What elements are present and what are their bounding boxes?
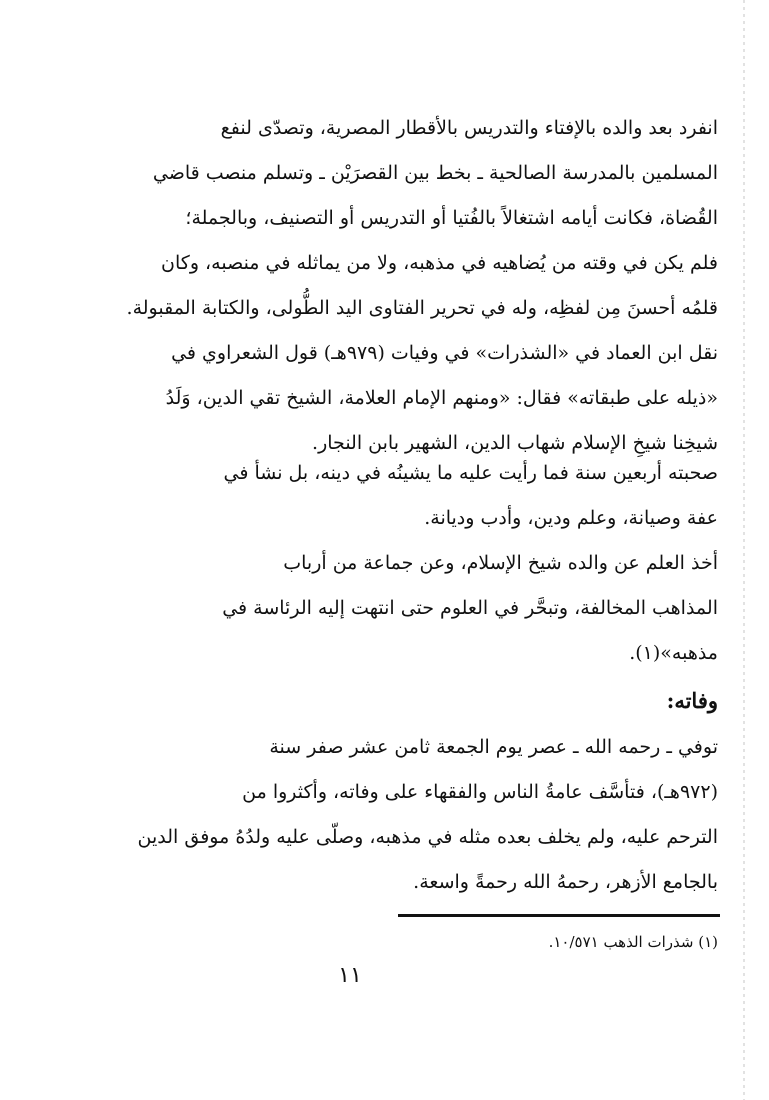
paragraph-learning bbox=[106, 541, 718, 676]
footnote: (١) شذرات الذهب ١٠/٥٧١. bbox=[548, 933, 718, 951]
text-line: مذهبه»(١). bbox=[629, 642, 718, 664]
section-heading-death: وفاته: bbox=[666, 688, 718, 713]
text-line: القُضاة، فكانت أيامه اشتغالاً بالفُتيا أو التدريس أو التصنيف، وبالجملة؛ bbox=[185, 207, 718, 229]
text-line: نقل ابن العماد في «الشذرات» في وفيات (٩٧٩هـ) قول الشعراوي في bbox=[171, 342, 718, 364]
text-line: الترحم عليه، ولم يخلف بعده مثله في مذهبه، وصلّى عليه ولدُهُ موفق الدين bbox=[137, 826, 718, 848]
text-line: فلم يكن في وقته من يُضاهيه في مذهبه، ولا من يماثله في منصبه، وكان bbox=[161, 252, 718, 274]
text-line: قلمُه أحسنَ مِن لفظِه، وله في تحرير الفتاوى اليد الطُّولى، والكتابة المقبولة. bbox=[126, 297, 718, 319]
text-line: صحبته أربعين سنة فما رأيت عليه ما يشينُه في دينه، بل نشأ في bbox=[223, 462, 718, 484]
text-line: المذاهب المخالفة، وتبحَّر في العلوم حتى انتهت إليه الرئاسة في bbox=[222, 597, 718, 619]
text-line: أخذ العلم عن والده شيخ الإسلام، وعن جماعة من أرباب bbox=[283, 552, 718, 574]
text-line: (٩٧٢هـ)، فتأسَّف عامةُ الناس والفقهاء على وفاته، وأكثروا من bbox=[242, 781, 718, 803]
scan-edge-artifact bbox=[743, 0, 745, 1100]
text-line: بالجامع الأزهر، رحمهُ الله رحمةً واسعة. bbox=[413, 871, 718, 893]
text-line: عفة وصيانة، وعلم ودين، وأدب وديانة. bbox=[424, 507, 718, 529]
text-line: توفي ـ رحمه الله ـ عصر يوم الجمعة ثامن عشر صفر سنة bbox=[269, 736, 718, 758]
footnote-separator bbox=[398, 914, 720, 917]
paragraph-biography bbox=[106, 106, 718, 466]
text-line: انفرد بعد والده بالإفتاء والتدريس بالأقطار المصرية، وتصدّى لنفع bbox=[220, 117, 718, 139]
text-line: شيخِنا شيخِ الإسلام شهاب الدين، الشهير بابن النجار. bbox=[312, 432, 718, 454]
paragraph-death bbox=[106, 725, 718, 905]
text-line: «ذيله على طبقاته» فقال: «ومنهم الإمام العلامة، الشيخ تقي الدين، وَلَدُ bbox=[165, 387, 718, 409]
text-line: المسلمين بالمدرسة الصالحية ـ بخط بين القصرَيْن ـ وتسلم منصب قاضي bbox=[152, 162, 718, 184]
page-number: ١١ bbox=[338, 963, 362, 988]
paragraph-companionship bbox=[106, 451, 718, 541]
